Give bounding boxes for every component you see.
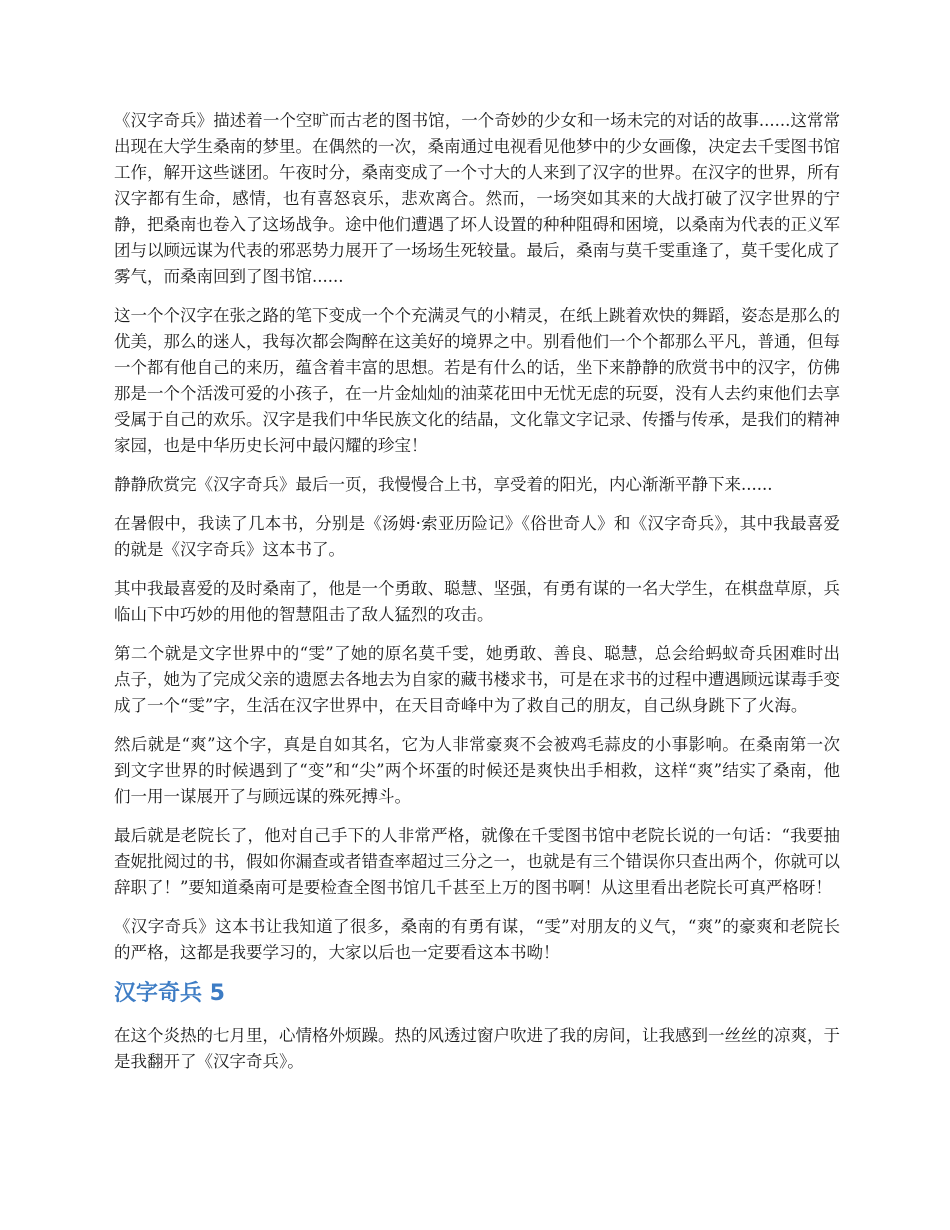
paragraph: 在暑假中，我读了几本书，分别是《汤姆·索亚历险记》《俗世奇人》和《汉字奇兵》，其中我最喜爱的就是《汉字奇兵》这本书了。 bbox=[114, 514, 840, 559]
paragraph: 最后就是老院长了，他对自己手下的人非常严格，就像在千雯图书馆中老院长说的一句话：“我要抽查妮批阅过的书，假如你漏查或者错查率超过三分之一，也就是有三个错误你只查出两个，你就可以辞职了！”要知道桑南可是要检查全图书馆几千甚至上万的图书啊！从这里看出老院长可真严格呀！ bbox=[114, 826, 840, 897]
paragraph: 《汉字奇兵》描述着一个空旷而古老的图书馆，一个奇妙的少女和一场未完的对话的故事......这常常出现在大学生桑南的梦里。在偶然的一次，桑南通过电视看见他梦中的少女画像，决定去千雯图书馆工作，解开这些谜团。午夜时分，桑南变成了一个寸大的人来到了汉字的世界。在汉字的世界，所有汉字都有生命，感情，也有喜怒哀乐，悲欢离合。然而，一场突如其来的大战打破了汉字世界的宁静，把桑南也卷入了这场战争。途中他们遭遇了坏人设置的种种阻碍和困境，以桑南为代表的正义军团与以顾远谋为代表的邪恶势力展开了一场场生死较量。最后，桑南与莫千雯重逢了，莫千雯化成了雾气，而桑南回到了图书馆...... bbox=[114, 111, 840, 286]
section-heading: 汉字奇兵 5 bbox=[114, 981, 225, 1006]
paragraph: 第二个就是文字世界中的“雯”了她的原名莫千雯，她勇敢、善良、聪慧，总会给蚂蚁奇兵困难时出点子，她为了完成父亲的遗愿去各地去为自家的藏书楼求书，可是在求书的过程中遭遇顾远谋毒手变成了一个“雯”字，生活在汉字世界中，在天目奇峰中为了救自己的朋友，自己纵身跳下了火海。 bbox=[114, 644, 840, 715]
paragraph: 静静欣赏完《汉字奇兵》最后一页，我慢慢合上书，享受着的阳光，内心渐渐平静下来...... bbox=[114, 475, 773, 494]
paragraph: 在这个炎热的七月里，心情格外烦躁。热的风透过窗户吹进了我的房间，让我感到一丝丝的凉爽，于是我翻开了《汉字奇兵》。 bbox=[114, 1026, 840, 1071]
paragraph: 《汉字奇兵》这本书让我知道了很多，桑南的有勇有谋，“雯”对朋友的义气，“爽”的豪爽和老院长的严格，这都是我要学习的，大家以后也一定要看这本书呦！ bbox=[114, 917, 840, 962]
paragraph: 其中我最喜爱的及时桑南了，他是一个勇敢、聪慧、坚强，有勇有谋的一名大学生，在棋盘草原，兵临山下中巧妙的用他的智慧阻击了敌人猛烈的攻击。 bbox=[114, 579, 840, 624]
document-page bbox=[114, 108, 840, 1088]
paragraph: 然后就是“爽”这个字，真是自如其名，它为人非常豪爽不会被鸡毛蒜皮的小事影响。在桑南第一次到文字世界的时候遇到了“变”和“尖”两个坏蛋的时候还是爽快出手相救，这样“爽”结实了桑南，他们一用一谋展开了与顾远谋的殊死搏斗。 bbox=[114, 735, 840, 806]
paragraph: 这一个个汉字在张之路的笔下变成一个个充满灵气的小精灵，在纸上跳着欢快的舞蹈，姿态是那么的优美，那么的迷人，我每次都会陶醉在这美好的境界之中。别看他们一个个都那么平凡，普通，但每一个都有他自己的来历，蕴含着丰富的思想。若是有什么的话，坐下来静静的欣赏书中的汉字，仿佛那是一个个活泼可爱的小孩子，在一片金灿灿的油菜花田中无忧无虑的玩耍，没有人去约束他们去享受属于自己的欢乐。汉字是我们中华民族文化的结晶，文化靠文字记录、传播与传承，是我们的精神家园，也是中华历史长河中最闪耀的珍宝！ bbox=[114, 306, 840, 455]
